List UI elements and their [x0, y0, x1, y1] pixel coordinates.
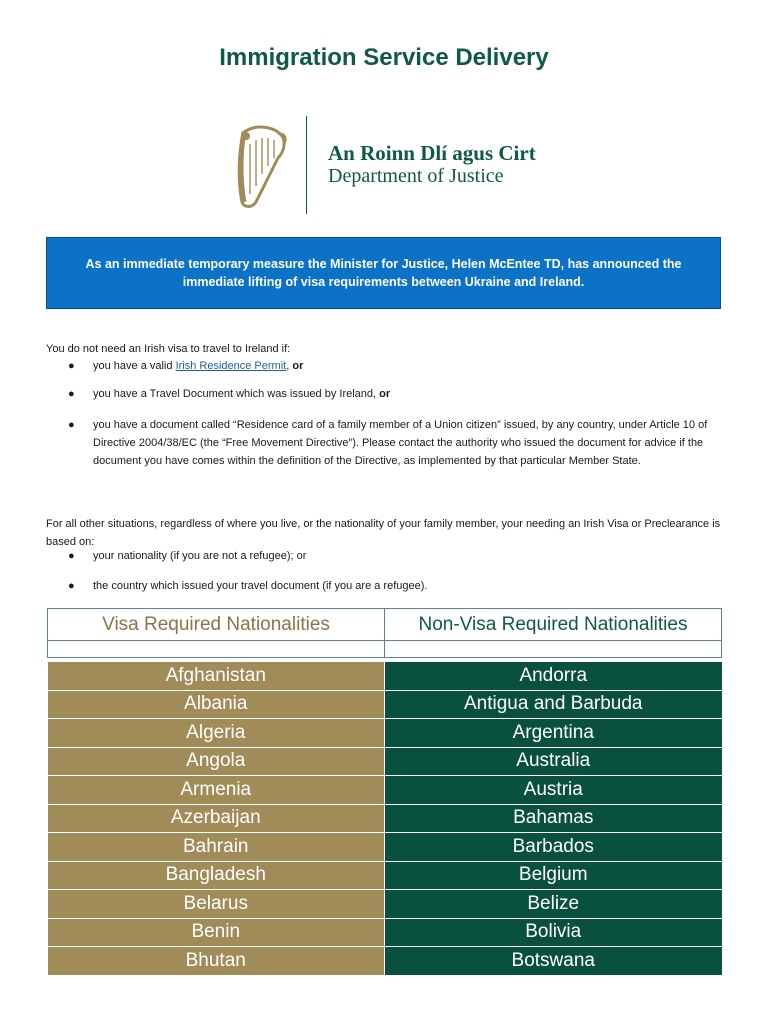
page-title: Immigration Service Delivery	[219, 44, 549, 71]
list-item-emphasis: or	[379, 388, 391, 400]
list-item-text: you have a Travel Document which was issued by Ireland,	[93, 388, 380, 400]
non-visa-required-country: Antigua and Barbuda	[385, 690, 722, 719]
list-item	[46, 577, 722, 595]
table-row	[48, 776, 722, 805]
visa-required-country: Armenia	[48, 776, 385, 805]
non-visa-required-country: Belize	[385, 890, 722, 919]
visa-required-country: Belarus	[48, 890, 385, 919]
list-item-text: ,	[286, 360, 293, 372]
non-visa-required-country: Argentina	[385, 719, 722, 748]
visa-required-country: Benin	[48, 918, 385, 947]
visa-required-country: Albania	[48, 690, 385, 719]
visa-required-country: Afghanistan	[48, 662, 385, 690]
non-visa-required-header: Non-Visa Required Nationalities	[385, 609, 722, 641]
announcement-banner	[46, 237, 721, 309]
list-item-emphasis: or	[292, 360, 304, 372]
non-visa-required-country: Andorra	[385, 662, 722, 690]
list-item-text: the country which issued your travel document (if you are a refugee).	[93, 580, 428, 592]
table-row	[48, 690, 722, 719]
list-item-text: you have a document called “Residence card of a family member of a Union citizen” issued, by any country, under Article 10 of Directive 2004/38/EC (the “Free Movement Directive”). Please contact the authority who issued the document for advice if the document you have comes within the definition of the Directive, as implemented by that particular Member State.	[93, 419, 708, 467]
department-logo	[234, 116, 554, 214]
table-row	[48, 947, 722, 976]
non-visa-required-country: Belgium	[385, 861, 722, 890]
table-row	[48, 890, 722, 919]
table-row	[48, 804, 722, 833]
list-item	[46, 416, 722, 470]
table-row	[48, 833, 722, 862]
table-row	[48, 918, 722, 947]
logo-divider	[306, 116, 307, 214]
logo-english-name: Department of Justice	[328, 165, 504, 187]
non-visa-required-country: Australia	[385, 747, 722, 776]
nationalities-table	[47, 608, 722, 976]
table-row	[48, 662, 722, 690]
logo-text	[328, 141, 536, 187]
visa-required-country: Azerbaijan	[48, 804, 385, 833]
non-visa-required-country: Botswana	[385, 947, 722, 976]
list-item-text: you have a valid	[93, 360, 176, 372]
visa-required-country: Bangladesh	[48, 861, 385, 890]
visa-exemption-intro: You do not need an Irish visa to travel to Ireland if:	[46, 343, 291, 355]
visa-required-country: Bhutan	[48, 947, 385, 976]
non-visa-required-country: Bahamas	[385, 804, 722, 833]
visa-required-country: Bahrain	[48, 833, 385, 862]
list-item	[46, 547, 722, 565]
list-item	[46, 357, 722, 375]
non-visa-required-country: Barbados	[385, 833, 722, 862]
announcement-text: As an immediate temporary measure the Minister for Justice, Helen McEntee TD, has announced the immediate lifting of visa requirements between Ukraine and Ireland.	[85, 257, 682, 289]
visa-basis-intro: For all other situations, regardless of where you live, or the nationality of your family member, your needing an Irish Visa or Preclearance is based on:	[46, 518, 721, 548]
bullet-icon: ●	[68, 550, 75, 562]
table-spacer-row	[48, 641, 722, 658]
irish-residence-permit-link[interactable]: Irish Residence Permit	[175, 360, 287, 372]
bullet-icon: ●	[68, 388, 75, 400]
non-visa-required-country: Austria	[385, 776, 722, 805]
nationalities-table-body	[48, 641, 722, 976]
harp-icon	[234, 122, 290, 210]
bullet-icon: ●	[68, 580, 75, 592]
table-row	[48, 747, 722, 776]
table-row	[48, 719, 722, 748]
bullet-icon: ●	[68, 360, 75, 372]
logo-irish-name: An Roinn Dlí agus Cirt	[328, 141, 536, 165]
list-item-text: your nationality (if you are not a refugee); or	[93, 550, 307, 562]
visa-required-country: Algeria	[48, 719, 385, 748]
table-row	[48, 861, 722, 890]
visa-required-country: Angola	[48, 747, 385, 776]
bullet-icon: ●	[68, 419, 75, 431]
visa-required-header: Visa Required Nationalities	[48, 609, 385, 641]
non-visa-required-country: Bolivia	[385, 918, 722, 947]
list-item	[46, 385, 722, 403]
